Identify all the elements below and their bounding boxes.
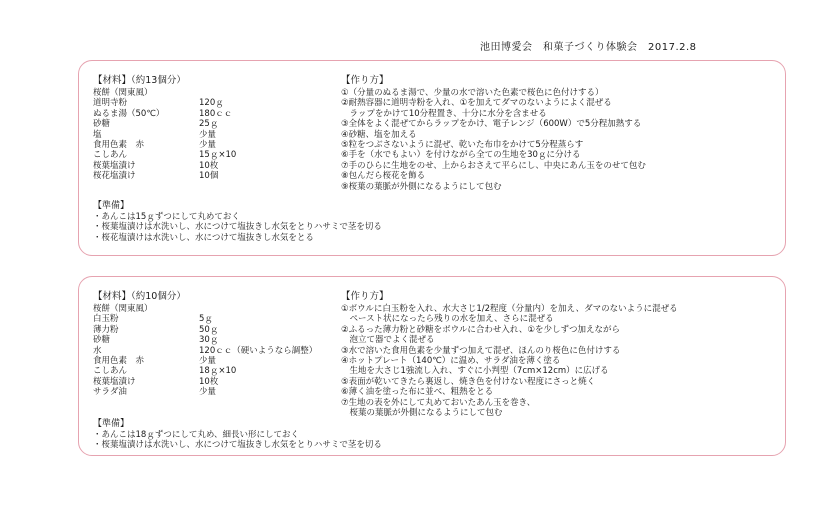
ingredient-row [93,314,213,325]
recipe-card-2 [78,276,786,456]
ingredients-title: 【材料】（約13個分） [93,75,186,86]
recipe-card-1 [78,60,786,256]
ingredient-qty: 10枚 [199,376,219,387]
ingredient-name: 薄力粉 [93,324,119,335]
ingredient-name: 桜花塩漬け [93,171,136,182]
method-step: ⑥手を（水でもよい）を付けながら全ての生地を30ｇに分ける [341,150,581,161]
method-step: 泡立て器でよく混ぜる [341,335,435,346]
prep-item: ・桜葉塩漬けは水洗いし、水につけて塩抜きし水気をとりハサミで茎を切る [93,440,382,451]
ingredient-name: こしあん [93,366,128,377]
method-step: 生地を大さじ1強流し入れ、すぐに小判型（7cm×12cm）に広げる [341,366,609,377]
ingredients-list [93,88,237,182]
ingredient-qty: 少量 [199,355,217,366]
ingredient-name: サラダ油 [93,387,127,398]
ingredient-row [93,98,224,109]
ingredient-qty: 5ｇ [199,314,213,325]
ingredient-row [93,355,217,366]
ingredient-qty: 50ｇ [199,324,219,335]
ingredient-qty: 120ｃｃ（硬いようなら調整） [199,345,318,356]
ingredient-row [93,119,219,130]
prep-title: 【準備】 [93,419,130,429]
prep-item: ・あんこは15ｇずつにして丸めておく [93,211,240,222]
method-step: ⑧包んだら桜花を飾る [341,171,426,182]
ingredient-qty: 180ｃｃ [199,108,233,119]
method-step: ⑦手のひらに生地をのせ、上からおさえて平らにし、中央にあん玉をのせて包む [341,160,646,171]
ingredient-row [93,171,219,182]
ingredients-title: 【材料】（約10個分） [93,291,186,302]
ingredient-qty: 120ｇ [199,98,224,109]
ingredient-qty: 10個 [199,171,219,182]
ingredient-name: 白玉粉 [93,314,119,325]
method-step: ②耐熱容器に道明寺粉を入れ、①を加えてダマのないようによく混ぜる [341,98,612,109]
method-step: ⑨桜葉の葉脈が外側になるようにして包む [341,181,502,192]
ingredient-name: 塩 [93,129,102,140]
method-steps [341,88,646,192]
ingredient-row [93,345,318,356]
method-step: ⑦生地の表を外にして丸めておいたあん玉を巻き、 [341,397,536,408]
method-steps [341,304,678,418]
method-step: 桜葉の葉脈が外側になるようにして包む [341,408,503,419]
ingredient-qty: 15ｇ×10 [199,150,237,161]
ingredient-name: 道明寺粉 [93,98,128,109]
method-step: ペースト状になったら残りの水を加え、さらに混ぜる [341,314,554,325]
ingredient-qty: 30ｇ [199,335,219,346]
document-header: 池田博愛会 和菓子づくり体験会 2017.2.8 [480,42,697,53]
ingredient-row [93,160,219,171]
ingredient-row [93,366,237,377]
method-step: ⑤表面が乾いてきたら裏返し、焼き色を付けない程度にさっと焼く [341,376,596,387]
method-title: 【作り方】 [341,75,389,86]
method-step: ①（分量のぬるま湯で、少量の水で溶いた色素で桜色に色付けする） [341,88,604,98]
ingredient-name: 砂糖 [93,335,111,346]
ingredient-row [93,108,233,119]
ingredient-name: 桜葉塩漬け [93,160,136,171]
ingredient-name: 食用色素 赤 [93,139,145,150]
ingredient-qty: 少量 [199,387,217,398]
ingredient-qty: 18ｇ×10 [199,366,237,377]
ingredient-row [93,376,219,387]
ingredient-qty: 少量 [199,139,217,150]
ingredient-name: こしあん [93,150,128,161]
method-step: ④ホットプレート（140℃）に温め、サラダ油を薄く塗る [341,356,561,367]
ingredient-qty: 10枚 [199,160,219,171]
method-title: 【作り方】 [341,291,389,302]
ingredient-row [93,324,219,335]
prep-section [93,201,382,243]
prep-section [93,419,382,451]
ingredients-list [93,304,318,398]
prep-item: ・あんこは18ｇずつにして丸め、細長い形にしておく [93,429,299,440]
ingredient-qty: 少量 [199,129,217,140]
ingredient-name: 砂糖 [93,119,111,130]
ingredient-row [93,150,237,161]
method-step: ③全体をよく混ぜてからラップをかけ、電子レンジ（600W）で5分程加熱する [341,119,642,130]
method-step: ラップをかけて10分程置き、十分に水分を含ませる [341,108,547,119]
ingredient-row [93,139,217,150]
ingredient-row [93,335,219,346]
ingredient-name: 食用色素 赤 [93,355,145,366]
prep-item: ・桜花塩漬けは水洗いし、水につけて塩抜きし水気をとる [93,232,314,243]
method-step: ④砂糖、塩を加える [341,129,417,140]
method-step: ③水で溶いた食用色素を少量ずつ加えて混ぜ、ほんのり桜色に色付けする [341,345,621,356]
prep-item: ・桜葉塩漬けは水洗いし、水につけて塩抜きし水気をとりハサミで茎を切る [93,222,382,233]
ingredient-name: 水 [93,345,102,356]
ingredient-row [93,129,217,140]
method-step: ①ボウルに白玉粉を入れ、水大さじ1/2程度（分量内）を加え、ダマのないように混ぜる [341,304,678,314]
ingredient-qty: 25ｇ [199,119,219,130]
ingredient-name: 桜葉塩漬け [93,376,136,387]
ingredient-name: ぬるま湯（50℃） [93,108,165,119]
prep-title: 【準備】 [93,201,130,211]
method-step: ⑤粒をつぶさないように混ぜ、乾いた布巾をかけて5分程蒸らす [341,140,584,151]
method-step: ②ふるった薄力粉と砂糖をボウルに合わせ入れ、①を少しずつ加えながら [341,324,620,335]
ingredient-row [93,387,217,398]
method-step: ⑥薄く油を塗った布に並べ、粗熱をとる [341,387,494,398]
recipe-subheading: 桜餅（関東風） [93,304,153,314]
recipe-subheading: 桜餅（関東風） [93,88,153,98]
